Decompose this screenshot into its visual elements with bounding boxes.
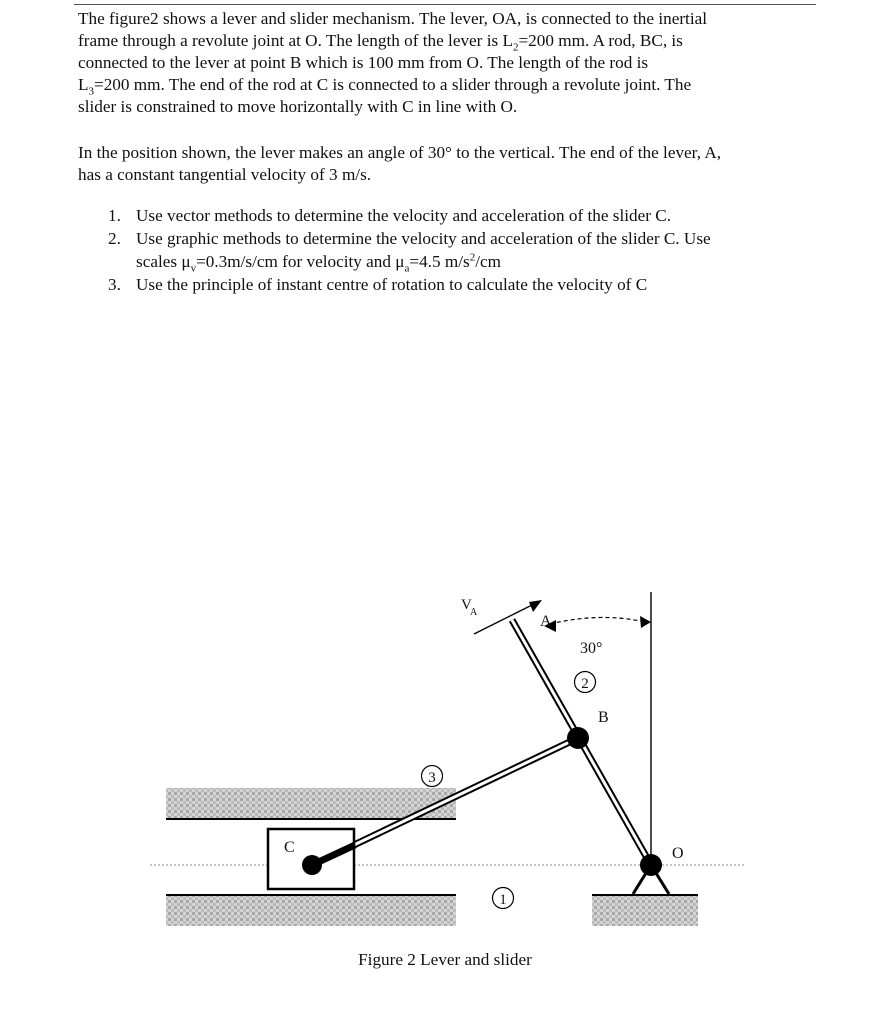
task-text: Use vector methods to determine the velocity and acceleration of the slider C. bbox=[136, 206, 672, 225]
link-1-label: 1 bbox=[499, 892, 507, 908]
point-b-label: B bbox=[598, 709, 609, 726]
figure-caption: Figure 2 Lever and slider bbox=[358, 950, 532, 969]
top-rule bbox=[74, 4, 816, 5]
link-3-label: 3 bbox=[428, 770, 436, 786]
text-fragment: =200 mm. The end of the rod at C is connected to a slider through a revolute joint. The bbox=[94, 75, 692, 94]
paragraph-line: slider is constrained to move horizontally with C in line with O. bbox=[78, 97, 518, 116]
subscript: 2 bbox=[512, 41, 519, 54]
paragraph-line: has a constant tangential velocity of 3 m/s. bbox=[78, 165, 372, 184]
point-o-label: O bbox=[672, 845, 684, 862]
task-text: Use graphic methods to determine the velocity and acceleration of the slider C. Use bbox=[136, 229, 711, 248]
joint-b bbox=[567, 727, 589, 749]
velocity-arrow bbox=[529, 600, 542, 612]
paragraph-line: connected to the lever at point B which is 100 mm from O. The length of the rod is bbox=[78, 53, 649, 72]
task-number: 3. bbox=[108, 275, 121, 294]
text-fragment: frame through a revolute joint at O. The length of the lever is L bbox=[78, 31, 513, 50]
joint-c bbox=[302, 855, 322, 875]
point-c-label: C bbox=[284, 839, 295, 856]
task-text-continuation bbox=[136, 250, 838, 273]
task-item bbox=[78, 204, 838, 227]
subscript: v bbox=[190, 262, 197, 275]
lever-slider-figure bbox=[0, 560, 872, 950]
text-fragment: L bbox=[78, 75, 89, 94]
link-2-label: 2 bbox=[581, 676, 589, 692]
position-paragraph bbox=[78, 142, 838, 186]
angle-arc bbox=[550, 617, 645, 624]
paragraph-line: The figure2 shows a lever and slider mechanism. The lever, OA, is connected to the inertial bbox=[78, 9, 707, 28]
text-fragment: =200 mm. A rod, BC, is bbox=[518, 31, 683, 50]
velocity-line bbox=[474, 603, 536, 634]
superscript: 2 bbox=[469, 251, 476, 264]
angle-arrow-right bbox=[640, 616, 651, 628]
text-fragment: =4.5 m/s bbox=[409, 252, 470, 271]
subscript: 3 bbox=[88, 85, 94, 98]
angle-label: 30° bbox=[580, 640, 603, 657]
task-text: Use the principle of instant centre of rotation to calculate the velocity of C bbox=[136, 275, 648, 294]
task-list bbox=[78, 204, 838, 296]
velocity-label-sub: A bbox=[470, 607, 478, 618]
subscript: a bbox=[404, 262, 410, 275]
task-number: 1. bbox=[108, 206, 121, 225]
velocity-label-v: V bbox=[461, 597, 472, 613]
paragraph-line bbox=[78, 30, 838, 52]
paragraph-line: In the position shown, the lever makes an angle of 30° to the vertical. The end of the lever, A, bbox=[78, 143, 722, 162]
task-item bbox=[78, 227, 838, 273]
text-fragment: scales μ bbox=[136, 252, 191, 271]
problem-paragraph bbox=[78, 8, 838, 118]
task-number: 2. bbox=[108, 229, 121, 248]
lower-guide-hatch bbox=[166, 896, 456, 926]
text-fragment: /cm bbox=[475, 252, 501, 271]
task-item bbox=[78, 273, 838, 296]
text-fragment: =0.3m/s/cm for velocity and μ bbox=[196, 252, 405, 271]
pivot-ground-hatch bbox=[592, 896, 698, 926]
point-a-label: A bbox=[540, 613, 552, 630]
paragraph-line bbox=[78, 74, 838, 96]
